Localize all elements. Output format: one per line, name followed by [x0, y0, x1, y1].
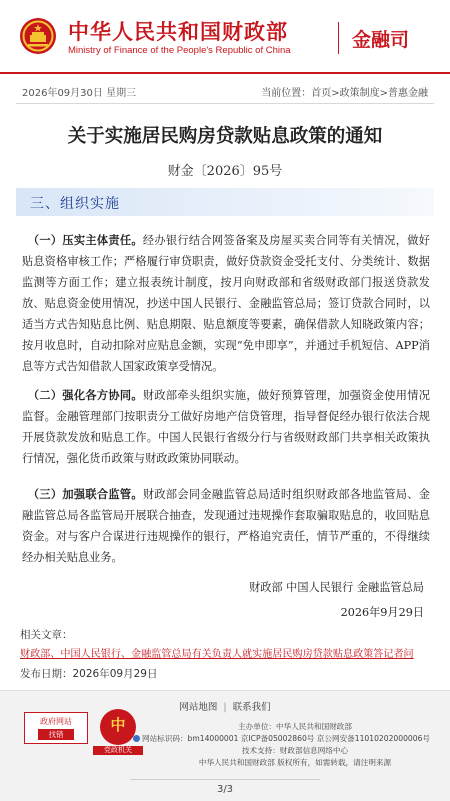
pager-rule [130, 779, 320, 780]
national-emblem-icon [18, 16, 58, 56]
breadcrumb-label: 当前位置： [261, 88, 312, 99]
footer-host-info: 主办单位：中华人民共和国财政部 [238, 722, 352, 731]
org-name-en: Ministry of Finance of the People's Republic of China [68, 45, 291, 56]
breadcrumb-sep: > [331, 88, 340, 99]
paragraph-lead: （二）强化各方协同。 [33, 388, 143, 402]
signature-date: 2026年9月29日 [340, 606, 424, 619]
footer-registration-info [118, 733, 443, 744]
breadcrumb-inclusive-finance[interactable]: 普惠金融 [388, 88, 428, 99]
related-article-link[interactable]: 财政部、中国人民银行、金融监管总局有关负责人就实施居民购房贷款贴息政策答记者问 [20, 649, 414, 660]
section-heading-bar [16, 188, 434, 216]
badge-title: 政府网站 [40, 717, 72, 726]
document-number: 财金〔2026〕95号 [167, 164, 283, 179]
footer-registration-text: 网站标识码：bm14000001 京ICP备05002860号 京公网安备11010202000006号 [141, 734, 430, 743]
issuers-signature: 财政部 中国人民银行 金融监管总局 [249, 581, 424, 594]
paragraph-text: 财政部牵头组织实施，做好预算管理，加强资金使用情况监督。金融管理部门按职责分工做好房地产信贷管理，指导督促经办银行依法合规开展贷款发放和贴息工作。中国人民银行省级分行与省级财政部门共享相关政策执行情况，强化货币政策与财政政策协同联动。 [22, 389, 430, 465]
paragraph-text: 财政部会同金融监管总局适时组织财政部各地监管局、金融监管总局各监管局开展联合抽查，发现通过违规操作套取骗取贴息的，收回贴息资金。对与客户合谋进行违规操作的银行，严格追究责任，情节严重的，不得继续经办相关贴息业务。 [22, 488, 430, 564]
breadcrumb-policy[interactable]: 政策制度 [339, 88, 380, 99]
footer-copyright: 中华人民共和国财政部 版权所有，如需转载，请注明来源 [198, 758, 392, 767]
footer-links [0, 699, 450, 713]
header-divider [338, 22, 339, 54]
info-bar-rule [16, 103, 434, 104]
paragraph-lead: （一）压实主体责任。 [33, 233, 143, 247]
header-rule [0, 72, 450, 74]
article-paragraph [22, 484, 430, 568]
info-bar [16, 78, 434, 102]
department-name[interactable]: 金融司 [352, 29, 410, 51]
org-name-cn[interactable]: 中华人民共和国财政部 [68, 20, 288, 44]
badge-glyph: 中 [110, 716, 126, 734]
gov-site-error-report-badge[interactable] [24, 712, 88, 744]
breadcrumb-home[interactable]: 首页 [311, 88, 332, 99]
current-date: 2026年09月30日 星期三 [22, 88, 137, 99]
party-gov-org-badge-label: 党政机关 [93, 746, 143, 755]
site-header [0, 0, 450, 72]
footer-tech-support: 技术支持：财政部信息网络中心 [241, 746, 349, 755]
badge-subtitle: 找错 [38, 729, 74, 740]
publish-date: 发布日期：2026年09月29日 [20, 668, 158, 680]
page-indicator: 3/3 [216, 784, 234, 795]
site-footer [0, 690, 450, 801]
sitemap-link[interactable]: 网站地图 [179, 702, 218, 713]
related-articles-label: 相关文章： [20, 629, 73, 641]
contact-us-link[interactable]: 联系我们 [232, 702, 271, 713]
police-badge-icon [133, 735, 140, 742]
article-paragraph [22, 385, 430, 469]
article-paragraph [22, 230, 430, 377]
paragraph-text: 经办银行结合网签备案及房屋买卖合同等有关情况，做好贴息资格审核工作；严格履行审贷职责，做好贷款资金受托支付、分类统计、数据监测等方面工作；建立报表统计制度，按月向财政部和省级财政部门报送贷款发放、贴息资金使用情况，抄送中国人民银行、金融监管总局；签订贷款合同时，以适当方式告知贴息比例、贴息期限、贴息额度等要素，确保借款人知晓政策内容；按月收息时，自动扣除对应贴息金额，实现“免申即享”，并通过手机短信、APP消息等方式告知借款人国家政策享受情况。 [22, 234, 430, 373]
paragraph-lead: （三）加强联合监管。 [33, 487, 143, 501]
section-heading: 三、组织实施 [30, 196, 120, 212]
breadcrumb [261, 84, 428, 99]
footer-link-separator: | [223, 702, 227, 713]
breadcrumb-sep: > [379, 88, 388, 99]
article-title: 关于实施居民购房贷款贴息政策的通知 [67, 126, 383, 147]
